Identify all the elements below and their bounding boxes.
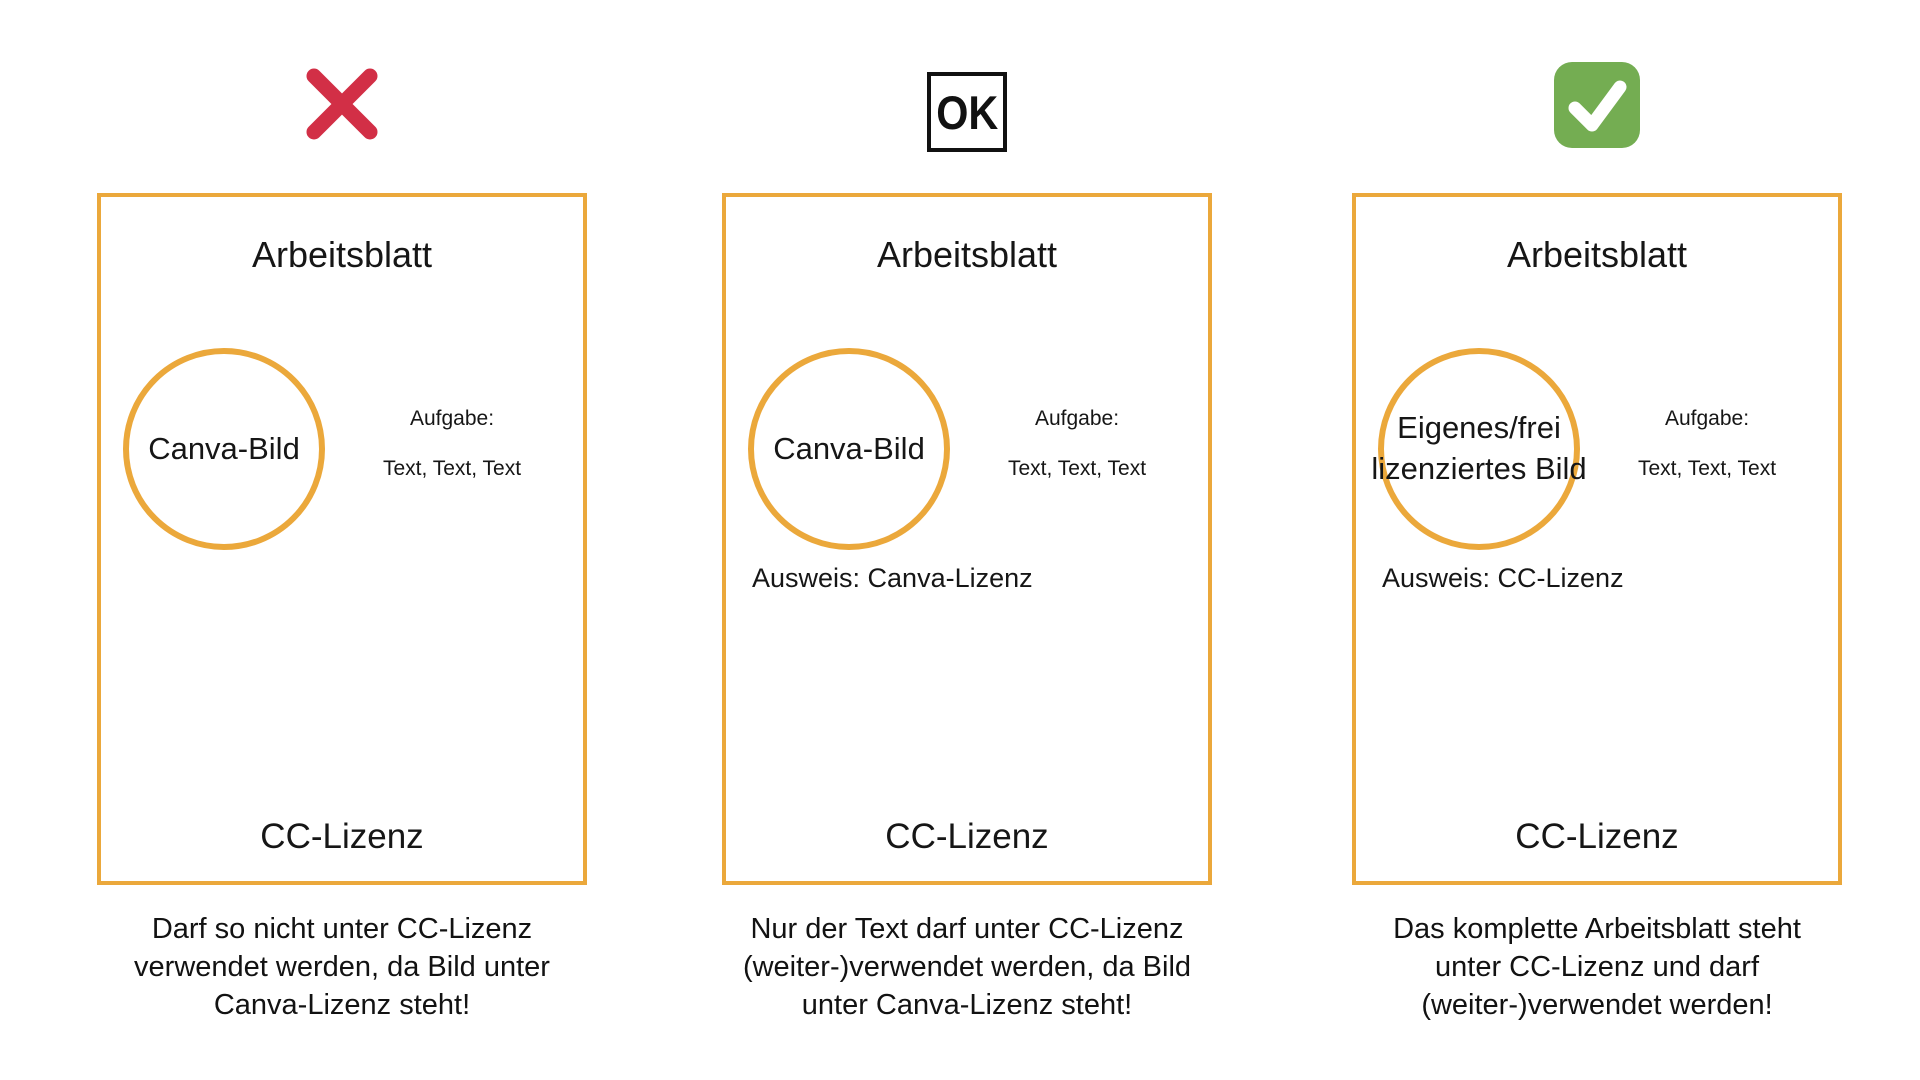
column-allowed	[1327, 0, 1867, 1080]
image-placeholder-circle	[123, 348, 325, 550]
check-glyph	[1554, 62, 1640, 148]
worksheet-card	[1352, 193, 1842, 885]
column-not-allowed	[72, 0, 612, 1080]
circle-label-line: lizenziertes Bild	[1371, 451, 1587, 486]
caption-line: (weiter-)verwendet werden!	[1421, 989, 1773, 1021]
image-placeholder-circle	[1371, 348, 1587, 550]
caption-line: Canva-Lizenz steht!	[213, 989, 471, 1021]
caption	[697, 910, 1237, 1024]
caption-line: (weiter-)verwendet werden, da Bild	[742, 951, 1192, 983]
status-slot	[927, 72, 1007, 152]
caption-line: unter CC-Lizenz und darf	[1435, 951, 1759, 983]
ausweis-label: Ausweis: Canva-Lizenz	[752, 563, 1033, 593]
license-label: CC-Lizenz	[1515, 817, 1679, 856]
task-label: Aufgabe:	[1664, 407, 1750, 430]
circle-label-line: Canva-Bild	[773, 430, 925, 466]
worksheet-title: Arbeitsblatt	[251, 234, 433, 275]
caption-line: Das komplette Arbeitsblatt steht	[1393, 913, 1801, 945]
image-placeholder-circle	[748, 348, 950, 550]
task-block	[352, 407, 552, 480]
task-text: Text, Text, Text	[1007, 457, 1147, 481]
task-label: Aufgabe:	[1034, 407, 1120, 430]
worksheet-title: Arbeitsblatt	[876, 234, 1058, 275]
ausweis-label: Ausweis: CC-Lizenz	[1382, 563, 1624, 593]
status-slot	[1554, 62, 1640, 148]
caption-line: unter Canva-Lizenz steht!	[801, 989, 1133, 1021]
circle-label-line: Canva-Bild	[148, 430, 300, 466]
ok-badge-icon	[927, 72, 1007, 152]
task-label: Aufgabe:	[409, 407, 495, 430]
task-text: Text, Text, Text	[1637, 457, 1777, 481]
check-mark-icon	[1554, 62, 1640, 148]
worksheet-card	[722, 193, 1212, 885]
cross-mark-icon	[300, 62, 384, 146]
status-slot	[300, 62, 384, 146]
worksheet-title: Arbeitsblatt	[1506, 234, 1688, 275]
license-label: CC-Lizenz	[260, 817, 424, 856]
circle-label-line: Eigenes/frei	[1397, 410, 1561, 446]
task-block	[1607, 407, 1807, 480]
ok-badge-label: OK	[935, 85, 999, 139]
caption-line: Nur der Text darf unter CC-Lizenz	[750, 913, 1184, 945]
caption-line: Darf so nicht unter CC-Lizenz	[151, 913, 533, 945]
column-text-ok	[697, 0, 1237, 1080]
caption-line: verwendet werden, da Bild unter	[134, 951, 550, 983]
task-text: Text, Text, Text	[382, 457, 522, 481]
license-label: CC-Lizenz	[885, 817, 1049, 856]
caption	[1327, 910, 1867, 1024]
worksheet-card	[97, 193, 587, 885]
caption	[72, 910, 612, 1024]
task-block	[977, 407, 1177, 480]
